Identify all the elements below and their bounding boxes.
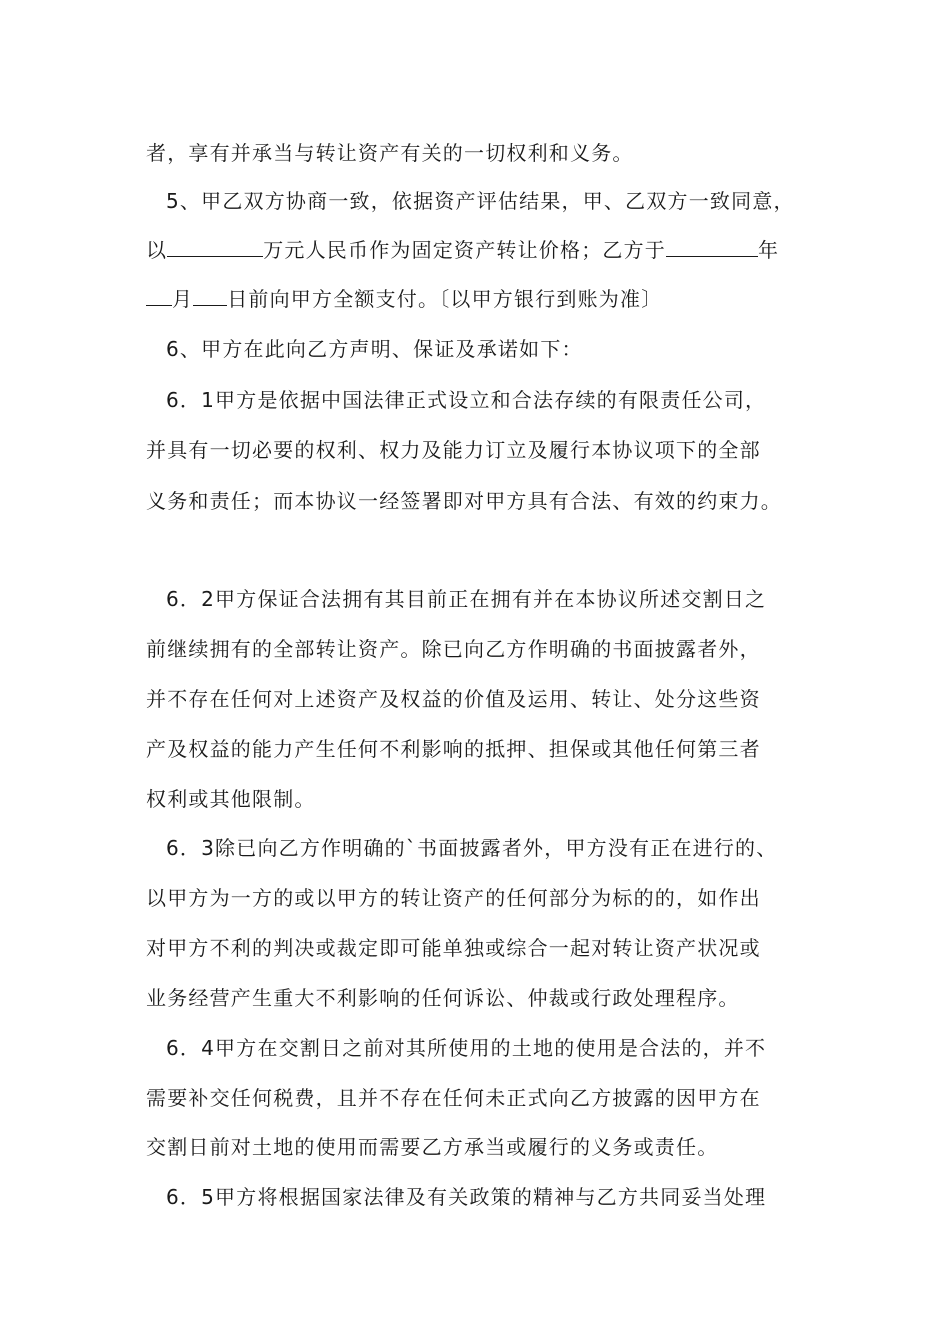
clause-5-price-line: [146, 236, 779, 264]
text-segment: 日前向甲方全额支付。〔以甲方银行到账为准〕: [227, 287, 663, 311]
text-line: 以甲方为一方的或以甲方的转让资产的任何部分为标的的，如作出: [146, 886, 761, 910]
text-segment: 年: [758, 238, 780, 262]
day-blank-field[interactable]: [193, 285, 227, 306]
clause-6-1-line: 6．1甲方是依据中国法律正式设立和合法存续的有限责任公司，: [166, 388, 767, 412]
year-blank-field[interactable]: [666, 236, 758, 257]
clause-6-5-line: 6．5甲方将根据国家法律及有关政策的精神与乙方共同妥当处理: [166, 1185, 767, 1209]
text-line: 者，享有并承当与转让资产有关的一切权利和义务。: [146, 141, 634, 165]
text-line: 业务经营产生重大不利影响的任何诉讼、仲裁或行政处理程序。: [146, 986, 740, 1010]
text-segment: 以: [146, 238, 168, 262]
clause-6-heading: 6、甲方在此向乙方声明、保证及承诺如下：: [166, 337, 583, 361]
text-line: 需要补交任何税费，且并不存在任何未正式向乙方披露的因甲方在: [146, 1086, 761, 1110]
text-segment: 万元人民币作为固定资产转让价格；乙方于: [263, 238, 667, 262]
clause-5-line: 5、甲乙双方协商一致，依据资产评估结果，甲、乙双方一致同意，: [166, 189, 795, 213]
price-blank-field[interactable]: [167, 236, 263, 257]
text-line: 前继续拥有的全部转让资产。除已向乙方作明确的书面披露者外，: [146, 637, 761, 661]
text-line: 交割日前对土地的使用而需要乙方承当或履行的义务或责任。: [146, 1135, 719, 1159]
text-line: 权利或其他限制。: [146, 787, 316, 811]
month-blank-field[interactable]: [146, 285, 172, 306]
text-line: 并不存在任何对上述资产及权益的价值及运用、转让、处分这些资: [146, 687, 761, 711]
text-segment: 月: [172, 287, 194, 311]
clause-6-3-line: 6．3除已向乙方作明确的`书面披露者外，甲方没有正在进行的、: [166, 836, 778, 860]
text-line: 产及权益的能力产生任何不利影响的抵押、担保或其他任何第三者: [146, 737, 761, 761]
text-line: 义务和责任；而本协议一经签署即对甲方具有合法、有效的约束力。: [146, 489, 782, 513]
clause-6-2-line: 6．2甲方保证合法拥有其目前正在拥有并在本协议所述交割日之: [166, 587, 767, 611]
clause-5-date-line: [146, 285, 662, 313]
text-line: 对甲方不利的判决或裁定即可能单独或综合一起对转让资产状况或: [146, 936, 761, 960]
clause-6-4-line: 6．4甲方在交割日之前对其所使用的土地的使用是合法的，并不: [166, 1036, 767, 1060]
text-line: 并具有一切必要的权利、权力及能力订立及履行本协议项下的全部: [146, 438, 761, 462]
